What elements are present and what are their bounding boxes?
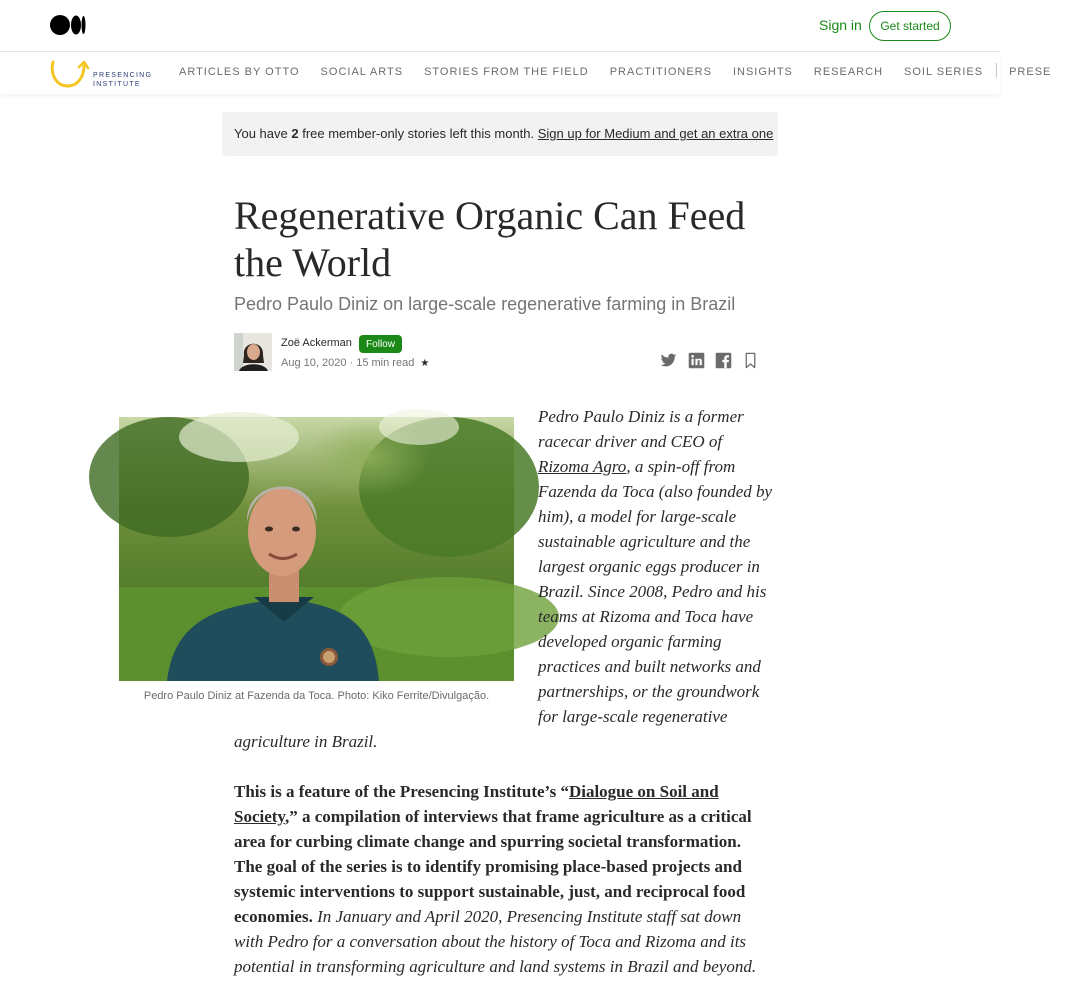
twitter-icon[interactable] bbox=[660, 352, 677, 369]
facebook-icon[interactable] bbox=[715, 352, 732, 369]
nav-divider bbox=[996, 63, 997, 78]
nav-social-arts[interactable]: SOCIAL ARTS bbox=[320, 66, 404, 78]
nav-research[interactable]: RESEARCH bbox=[813, 66, 884, 78]
top-bar bbox=[0, 0, 1000, 52]
banner-suffix: free member-only stories left this month. bbox=[298, 126, 538, 141]
follow-button[interactable]: Follow bbox=[359, 335, 402, 353]
article-meta bbox=[281, 357, 429, 369]
article-photo bbox=[119, 417, 514, 681]
intro-text-start: Pedro Paulo Diniz is a former racecar driver and CEO of bbox=[538, 407, 744, 451]
nav-presencing-truncated[interactable]: PRESE bbox=[1009, 66, 1052, 78]
rizoma-agro-link[interactable]: Rizoma Agro bbox=[538, 457, 627, 476]
publish-date-read-time: Aug 10, 2020 · 15 min read bbox=[281, 357, 415, 369]
member-only-star-icon: ★ bbox=[420, 358, 430, 369]
banner-count: 2 bbox=[291, 126, 299, 141]
nav-soil-series[interactable]: SOIL SERIES bbox=[904, 66, 984, 78]
author-avatar[interactable] bbox=[234, 333, 272, 371]
nav-insights[interactable]: INSIGHTS bbox=[732, 66, 793, 78]
linkedin-icon[interactable] bbox=[688, 352, 705, 369]
publication-nav-links bbox=[179, 66, 1072, 78]
series-text-italic: In January and April 2020, Presencing Institute staff sat down with Pedro for a conversation about the history of Toca and Rizoma and its potential in transforming agriculture and land systems in Brazil and beyond. bbox=[234, 907, 757, 976]
member-stories-banner bbox=[222, 112, 778, 156]
nav-articles-by-otto[interactable]: ARTICLES BY OTTO bbox=[179, 66, 300, 78]
intro-paragraph bbox=[538, 404, 774, 729]
publication-nav bbox=[0, 52, 1052, 94]
article-subtitle: Pedro Paulo Diniz on large-scale regenerative farming in Brazil bbox=[234, 294, 736, 314]
intro-text-rest: , a spin-off from Fazenda da Toca (also founded by him), a model for large-scale sustainable agriculture and the largest organic eggs producer in Brazil. Since 2008, Pedro and his teams at Rizoma and Toca have developed organic farming practices and built networks and partnerships, or the groundwork for large-scale regenerative bbox=[538, 457, 773, 726]
article-title: Regenerative Organic Can Feed the World bbox=[234, 193, 746, 285]
banner-prefix: You have bbox=[234, 126, 292, 141]
author-name[interactable]: Zoë Ackerman bbox=[281, 337, 352, 349]
series-paragraph bbox=[234, 779, 769, 979]
logo-text-line2: INSTITUTE bbox=[93, 81, 141, 88]
nav-stories-from-the-field[interactable]: STORIES FROM THE FIELD bbox=[424, 66, 589, 78]
dialogue-soil-society-link[interactable]: Dialogue on Soil and Society bbox=[234, 782, 719, 826]
series-text-bold: ,” a compilation of interviews that frame agriculture as a critical area for curbing climate change and spurring societal transformation. The goal of the series is to identify promising place-based projects and systemic interventions to support sustainable, just, and reciprocal food economies. bbox=[234, 807, 752, 926]
photo-caption: Pedro Paulo Diniz at Fazenda da Toca. Photo: Kiko Ferrite/Divulgação. bbox=[143, 690, 490, 702]
nav-practitioners[interactable]: PRACTITIONERS bbox=[609, 66, 712, 78]
get-started-button[interactable]: Get started bbox=[869, 11, 951, 41]
series-text-start: This is a feature of the Presencing Institute’s “ bbox=[234, 782, 569, 801]
sign-in-link[interactable]: Sign in bbox=[819, 17, 862, 33]
signup-link[interactable]: Sign up for Medium and get an extra one bbox=[537, 126, 774, 141]
intro-paragraph-end: agriculture in Brazil. bbox=[234, 732, 378, 751]
bookmark-icon[interactable] bbox=[742, 352, 759, 369]
medium-logo[interactable] bbox=[50, 15, 86, 35]
logo-text-line1: PRESENCING bbox=[93, 72, 153, 79]
